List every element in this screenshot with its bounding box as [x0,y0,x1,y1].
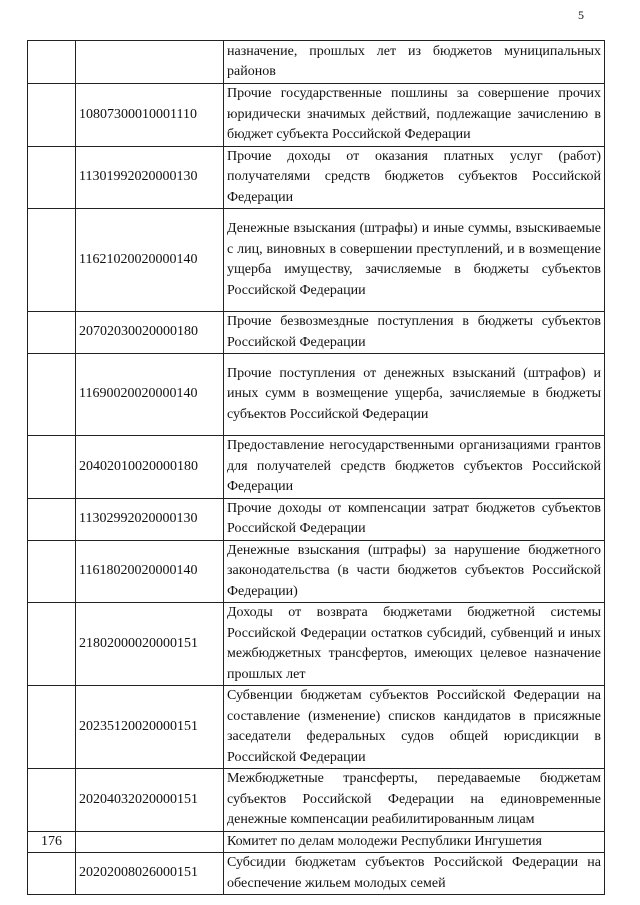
budget-code-cell: 20202008026000151 [76,853,224,895]
table-row [28,540,605,603]
table-row [28,41,605,84]
budget-code-cell: 10807300010001110 [76,84,224,147]
table-row [28,603,605,686]
budget-code-cell [76,831,224,853]
table-body [28,41,605,895]
table-row [28,831,605,853]
budget-code-cell: 20235120020000151 [76,686,224,769]
table-row [28,498,605,540]
table-row [28,853,605,895]
revenue-description-cell: назначение, прошлых лет из бюджетов муниципальных районов [224,41,605,84]
budget-code-cell: 11302992020000130 [76,498,224,540]
table-row [28,84,605,147]
revenue-description-cell: Комитет по делам молодежи Республики Ингушетия [224,831,605,853]
row-number-cell [28,540,76,603]
budget-classification-table [27,40,605,895]
budget-code-cell: 20702030020000180 [76,312,224,354]
table-row [28,209,605,312]
revenue-description-cell: Межбюджетные трансферты, передаваемые бюджетам субъектов Российской Федерации на единовременные денежные компенсации реабилитированным лицам [224,769,605,832]
table-row [28,769,605,832]
budget-code-cell: 20204032020000151 [76,769,224,832]
row-number-cell [28,498,76,540]
budget-code-cell: 21802000020000151 [76,603,224,686]
revenue-description-cell: Предоставление негосударственными организациями грантов для получателей средств бюджетов субъектов Российской Федерации [224,436,605,499]
revenue-description-cell: Денежные взыскания (штрафы) и иные суммы, взыскиваемые с лиц, виновных в совершении преступлений, и в возмещение ущерба имуществу, зачисляемые в бюджеты субъектов Российской Федерации [224,209,605,312]
table-row [28,354,605,436]
row-number-cell [28,209,76,312]
row-number-cell [28,769,76,832]
budget-code-cell: 11301992020000130 [76,146,224,209]
row-number-cell [28,436,76,499]
budget-code-cell: 20402010020000180 [76,436,224,499]
revenue-description-cell: Денежные взыскания (штрафы) за нарушение бюджетного законодательства (в части бюджетов субъектов Российской Федерации) [224,540,605,603]
budget-code-cell: 11690020020000140 [76,354,224,436]
row-number-cell [28,853,76,895]
revenue-description-cell: Доходы от возврата бюджетами бюджетной системы Российской Федерации остатков субсидий, субвенций и иных межбюджетных трансфертов, имеющих целевое назначение прошлых лет [224,603,605,686]
row-number-cell [28,603,76,686]
page-number: 5 [578,8,584,22]
budget-code-cell: 11621020020000140 [76,209,224,312]
revenue-description-cell: Субсидии бюджетам субъектов Российской Федерации на обеспечение жильем молодых семей [224,853,605,895]
budget-code-cell [76,41,224,84]
revenue-description-cell: Прочие доходы от компенсации затрат бюджетов субъектов Российской Федерации [224,498,605,540]
revenue-description-cell: Субвенции бюджетам субъектов Российской Федерации на составление (изменение) списков кандидатов в присяжные заседатели федеральных судов общей юрисдикции в Российской Федерации [224,686,605,769]
table-row [28,146,605,209]
revenue-description-cell: Прочие безвозмездные поступления в бюджеты субъектов Российской Федерации [224,312,605,354]
revenue-description-cell: Прочие поступления от денежных взысканий (штрафов) и иных сумм в возмещение ущерба, зачисляемые в бюджеты субъектов Российской Федерации [224,354,605,436]
row-number-cell [28,686,76,769]
row-number-cell: 176 [28,831,76,853]
table-row [28,686,605,769]
table-row [28,312,605,354]
row-number-cell [28,312,76,354]
revenue-description-cell: Прочие государственные пошлины за совершение прочих юридически значимых действий, подлежащие зачислению в бюджет субъекта Российской Федерации [224,84,605,147]
row-number-cell [28,146,76,209]
revenue-description-cell: Прочие доходы от оказания платных услуг (работ) получателями средств бюджетов субъектов Российской Федерации [224,146,605,209]
row-number-cell [28,41,76,84]
row-number-cell [28,354,76,436]
budget-code-cell: 11618020020000140 [76,540,224,603]
table-row [28,436,605,499]
row-number-cell [28,84,76,147]
